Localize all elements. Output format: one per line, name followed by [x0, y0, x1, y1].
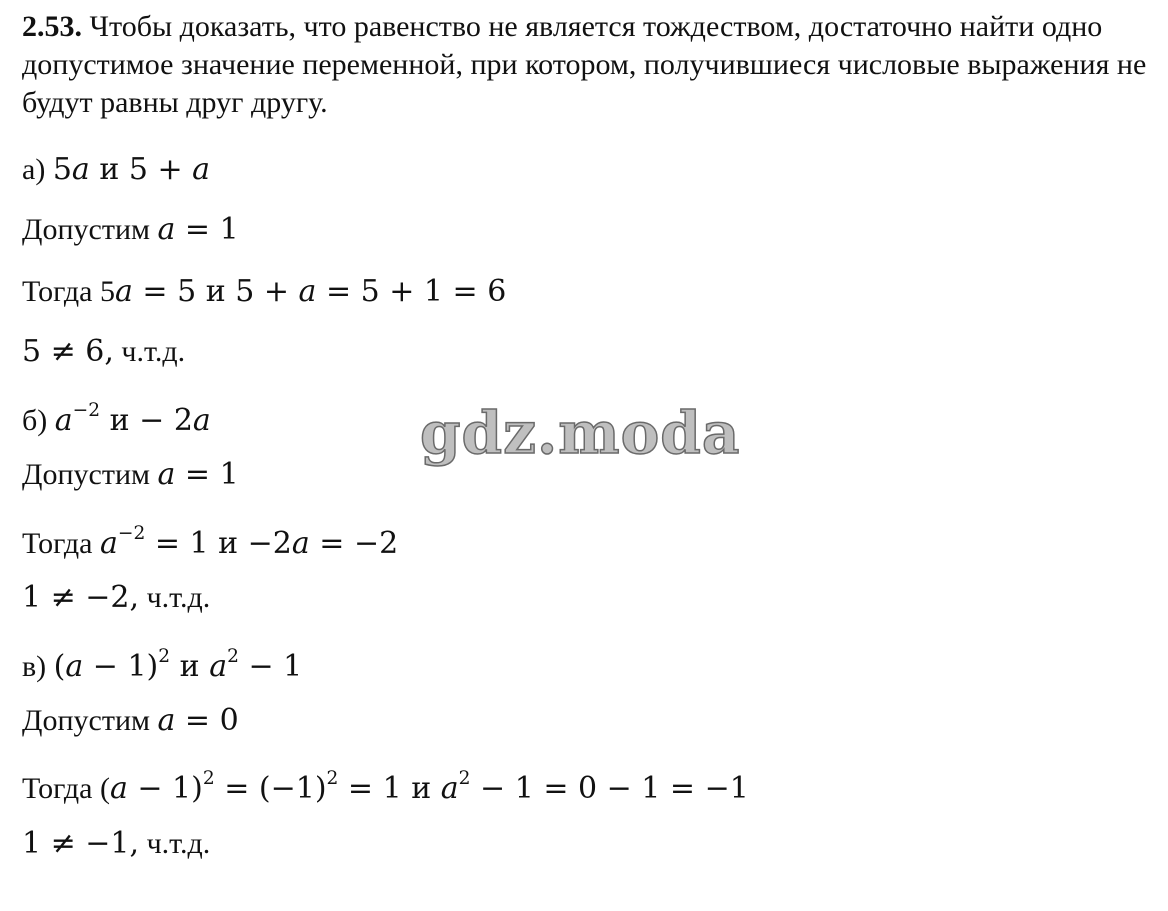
part-b-expressions	[22, 394, 211, 441]
part-b-assume: Допустим a = 1	[22, 457, 239, 492]
part-c-expr: $(a - 1)^2$ и $a^2 - 1$	[53, 646, 303, 684]
part-a-label: а)	[22, 153, 46, 186]
part-a-conclusion: 5 ≠ 6, ч.т.д.	[22, 334, 186, 369]
part-a-compute: Тогда 5a = 5 и 5 + a = 5 + 1 = 6	[22, 274, 507, 309]
part-a-expressions	[22, 150, 210, 190]
part-c-compute: Тогда $(a - 1)^2 = (-1)^2 = 1$ и $a^2 - 1 = 0 - 1 = -1$	[22, 768, 749, 806]
part-b-label: б)	[22, 404, 48, 437]
part-c-assume: Допустим a = 0	[22, 703, 239, 738]
problem-intro: Чтобы доказать, что равенство не является тождеством, достаточно найти одно допустимое значение переменной, при котором, получившиеся числовые выражения не будут равны друг другу.	[22, 10, 1147, 119]
part-b-conclusion: 1 ≠ −2, ч.т.д.	[22, 580, 211, 615]
part-a-assume: Допустим a = 1	[22, 212, 239, 247]
problem-number: 2.53.	[22, 10, 82, 43]
part-b-expr: $a^{-2}$ и − 2a	[54, 400, 211, 438]
part-b-compute: Тогда $a^{-2} = 1$ и −2a = −2	[22, 523, 399, 561]
watermark: gdz.moda	[420, 399, 741, 467]
part-c-conclusion: 1 ≠ −1, ч.т.д.	[22, 826, 211, 861]
part-a-expr: 5a и 5 + a	[52, 152, 211, 187]
part-c-label: в)	[22, 650, 47, 683]
problem-statement	[22, 8, 1147, 122]
part-c-expressions	[22, 640, 302, 687]
